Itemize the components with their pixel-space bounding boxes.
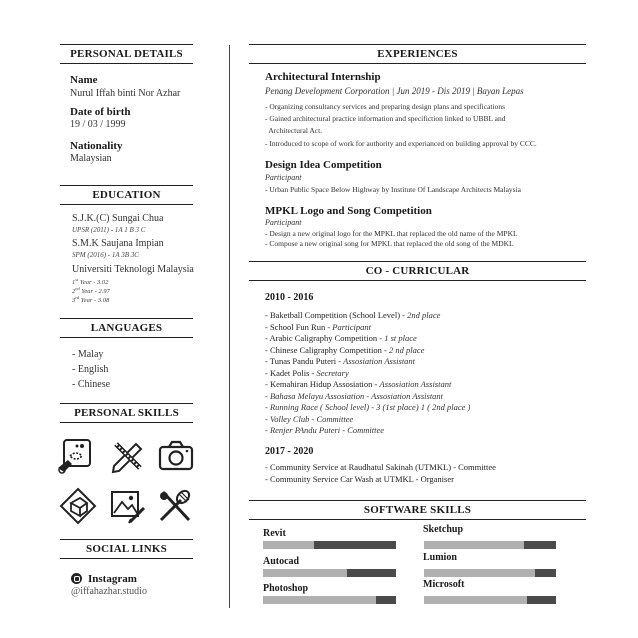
- school-detail: UPSR (2011) - 1A 1 B 3 C: [72, 226, 146, 234]
- cocurricular-item: - Tunas Pandu Puteri - Assosiation Assistant: [265, 356, 416, 366]
- experience-line: - Gained architectural practice information and specifiction linked to UBBL and: [265, 114, 506, 123]
- software-label-lumion: Lumion: [423, 552, 457, 563]
- name-value: Nurul Iffah binti Nor Azhar: [70, 88, 181, 99]
- software-bar-fill: [524, 541, 556, 549]
- cocurricular-item: - Chinese Caligraphy Competition - 2 nd place: [265, 344, 425, 355]
- dob-label: Date of birth: [70, 106, 131, 118]
- cocurricular-item: - Baketball Competition (School Level) - 2nd place: [265, 310, 441, 320]
- language-item: - Chinese: [72, 379, 111, 390]
- cocurricular-item: - Kadet Polis - Secretary: [265, 367, 349, 378]
- cocurricular-item: - Arabic Caligraphy Competition - 1 st place: [265, 333, 417, 343]
- name-label: Name: [70, 74, 98, 86]
- software-bar-fill: [314, 541, 396, 549]
- cocurricular-heading: CO - CURRICULAR: [249, 261, 586, 281]
- personal-details-heading: PERSONAL DETAILS: [60, 44, 193, 64]
- education-heading: EDUCATION: [60, 185, 193, 205]
- experience-title: Design Idea Competition: [265, 159, 382, 171]
- cocurricular-item: - Bahasa Melayu Assosiation - Assosiation Assistant: [265, 390, 444, 401]
- experience-subtitle: Participant: [265, 218, 302, 227]
- nationality-value: Malaysian: [70, 153, 112, 164]
- nationality-label: Nationality: [70, 140, 123, 152]
- social-links-heading: SOCIAL LINKS: [60, 539, 193, 559]
- cocurricular-item: - Volley Club - Committee: [265, 413, 354, 424]
- software-bar-photoshop: [263, 596, 396, 604]
- software-bar-fill: [376, 596, 396, 604]
- cocurricular-item: - Community Service Car Wash at UTMKL - Organiser: [265, 474, 454, 484]
- school-detail: SPM (2016) - 1A 3B 3C: [72, 251, 139, 259]
- cocurricular-item: - Community Service at Raudhatul Sakinah (UTMKL) - Committee: [265, 462, 496, 472]
- language-item: - Malay: [72, 349, 104, 360]
- experience-line: - Organizing consultancy services and preparing design plans and specifications: [265, 102, 505, 111]
- software-bar-sketchup: [424, 541, 556, 549]
- software-bar-revit: [263, 541, 396, 549]
- school-name: S.J.K.(C) Sungai Chua: [72, 213, 164, 224]
- dob-value: 19 / 03 / 1999: [70, 119, 126, 130]
- software-skills-heading: SOFTWARE SKILLS: [249, 500, 586, 520]
- experiences-heading: EXPERIENCES: [249, 44, 586, 64]
- software-bar-lumion: [424, 569, 556, 577]
- experience-line: - Design a new original logo for the MPKL that replaced the old name of the MPKL: [265, 229, 518, 238]
- cocurricular-list: [265, 310, 470, 437]
- software-bar-fill: [527, 596, 556, 604]
- software-label-microsoft: Microsoft: [423, 579, 465, 590]
- software-bar-fill: [535, 569, 556, 577]
- experience-subtitle: Participant: [265, 173, 302, 182]
- software-label-autocad: Autocad: [263, 556, 300, 567]
- instagram-handle[interactable]: @iffahazhar.studio: [71, 586, 147, 597]
- design-palette-icon: [56, 436, 96, 476]
- cocurricular-item: - Kemahiran Hidup Assosiation - Assosiation Assistant: [265, 379, 452, 389]
- software-label-sketchup: Sketchup: [423, 524, 464, 535]
- language-item: - English: [72, 364, 109, 375]
- cocurricular-item: - Running Race ( School level) - 3 (1st place) 1 ( 2nd place ): [265, 402, 471, 412]
- pencil-ruler-icon: [108, 436, 148, 476]
- cocurricular-item: - School Fun Run - Participant: [265, 321, 372, 332]
- personal-skills-heading: PERSONAL SKILLS: [60, 403, 193, 423]
- instagram-label[interactable]: Instagram: [88, 573, 137, 585]
- software-label-photoshop: Photoshop: [263, 583, 309, 594]
- languages-heading: LANGUAGES: [60, 318, 193, 338]
- period-label: 2017 - 2020: [265, 446, 314, 457]
- camera-icon: [156, 436, 196, 476]
- software-bar-autocad: [263, 569, 396, 577]
- column-divider: [229, 45, 230, 608]
- software-label-revit: Revit: [263, 528, 286, 539]
- instagram-icon: [71, 573, 82, 584]
- cocurricular-item: - Renjer PAndu Puteri - Committee: [265, 425, 385, 435]
- experience-title: Architectural Internship: [265, 71, 381, 83]
- year-gpa: 2nd Year - 2.97: [72, 286, 110, 296]
- software-bar-fill: [347, 569, 396, 577]
- school-name: S.M.K Saujana Impian: [72, 238, 164, 249]
- experience-line: Architectural Act.: [265, 126, 323, 135]
- experience-line: - Introduced to scope of work for authority and experianced on building approval by CCC.: [265, 139, 537, 148]
- cooking-icon: [155, 486, 195, 526]
- 3d-modeling-icon: [58, 486, 98, 526]
- experience-title: MPKL Logo and Song Competition: [265, 205, 432, 217]
- experience-subtitle: Penang Development Corporation | Jun 2019 - Dis 2019 | Bayan Lepas: [265, 86, 524, 96]
- school-name: Universiti Teknologi Malaysia: [72, 264, 194, 275]
- year-gpa: 1st Year - 3.02: [72, 277, 109, 287]
- period-label: 2010 - 2016: [265, 292, 314, 303]
- software-bar-microsoft: [424, 596, 556, 604]
- year-gpa: 3rd Year - 3.08: [72, 295, 110, 305]
- image-edit-icon: [108, 486, 148, 526]
- experience-line: - Compose a new original song for MPKL that replaced the old song of the MDKL: [265, 239, 514, 248]
- experience-line: - Urban Public Space Below Highway by Institute Of Landscape Architects Malaysia: [265, 185, 521, 194]
